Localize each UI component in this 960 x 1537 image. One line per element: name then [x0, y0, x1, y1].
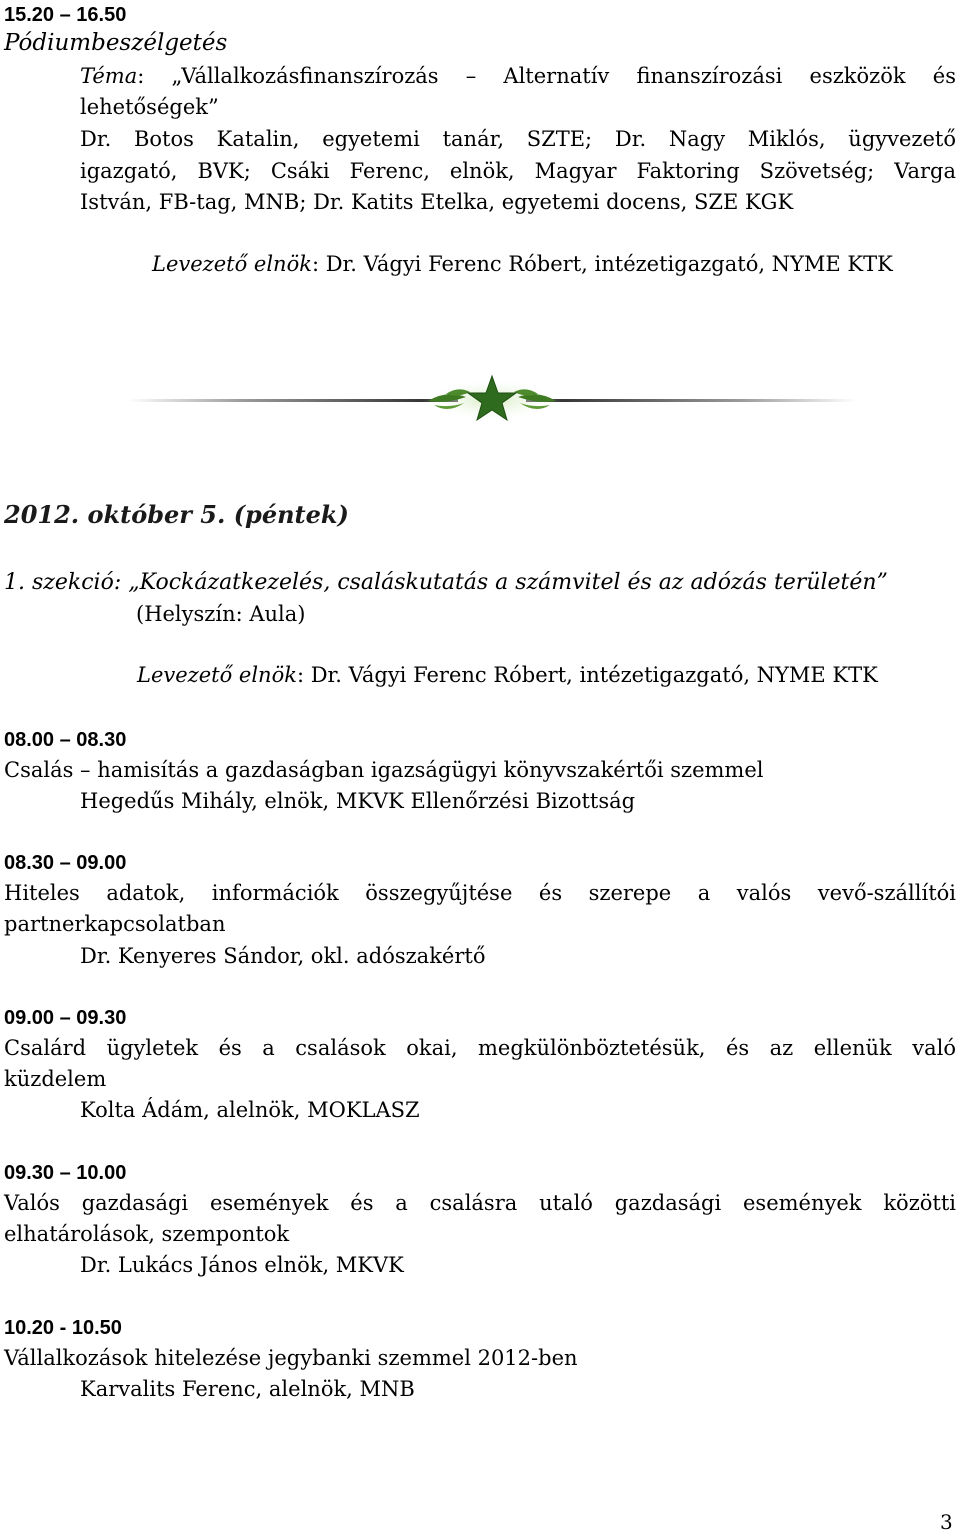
podium-participants-line3: István, FB-tag, MNB; Dr. Katits Etelka, egyetemi docens, SZE KGK [80, 190, 794, 214]
talk-title: Valós gazdasági események és a csalásra utaló gazdasági események közötti [4, 1191, 956, 1215]
talk-time: 10.20 - 10.50 [4, 1317, 122, 1339]
talk-time: 08.00 – 08.30 [4, 729, 127, 751]
talk-title: Vállalkozások hitelezése jegybanki szemmel 2012-ben [4, 1346, 578, 1370]
section-location: (Helyszín: Aula) [136, 602, 306, 626]
talk-title: Csalás – hamisítás a gazdaságban igazságügyi könyvszakértői szemmel [4, 758, 764, 782]
theme-label: Téma [80, 64, 138, 88]
ornamental-divider [128, 370, 856, 426]
podium-title: Pódiumbeszélgetés [4, 30, 228, 56]
section-chair [137, 660, 878, 691]
podium-participants-line1: Dr. Botos Katalin, egyetemi tanár, SZTE; Dr. Nagy Miklós, ügyvezető [80, 127, 956, 151]
star-ornament-icon [128, 370, 856, 426]
talk-speaker: Dr. Lukács János elnök, MKVK [80, 1253, 404, 1277]
talk-speaker: Karvalits Ferenc, alelnök, MNB [80, 1377, 415, 1401]
talk-time: 09.30 – 10.00 [4, 1162, 127, 1184]
podium-chair [152, 249, 893, 280]
talk-title-continued: partnerkapcsolatban [4, 912, 226, 936]
podium-theme-line2: lehetőségek” [80, 95, 219, 119]
chair-label: Levezető elnök [152, 252, 312, 276]
chair-name: : Dr. Vágyi Ferenc Róbert, intézetigazgató, NYME KTK [296, 663, 878, 687]
chair-name: : Dr. Vágyi Ferenc Róbert, intézetigazgató, NYME KTK [311, 252, 893, 276]
talk-time: 08.30 – 09.00 [4, 852, 127, 874]
page-number: 3 [940, 1510, 953, 1534]
talk-title-continued: küzdelem [4, 1067, 107, 1091]
day-date: 2012. október 5. (péntek) [4, 500, 349, 529]
talk-time: 09.00 – 09.30 [4, 1007, 127, 1029]
podium-participants-line2: igazgató, BVK; Csáki Ferenc, elnök, Magyar Faktoring Szövetség; Varga [80, 159, 956, 183]
talk-title: Hiteles adatok, információk összegyűjtése és szerepe a valós vevő-szállítói [4, 881, 956, 905]
podium-time: 15.20 – 16.50 [4, 4, 127, 26]
theme-text: : „Vállalkozásfinanszírozás – Alternatív finanszírozási eszközök és [137, 64, 956, 88]
talk-speaker: Kolta Ádám, alelnök, MOKLASZ [80, 1098, 420, 1122]
talk-speaker: Dr. Kenyeres Sándor, okl. adószakértő [80, 944, 486, 968]
chair-label: Levezető elnök [137, 663, 297, 687]
talk-title-continued: elhatárolások, szempontok [4, 1222, 290, 1246]
talk-title: Csalárd ügyletek és a csalások okai, megkülönböztetésük, és az ellenük való [4, 1036, 956, 1060]
section-title: 1. szekció: „Kockázatkezelés, csaláskutatás a számvitel és az adózás területén” [4, 570, 888, 595]
talk-speaker: Hegedűs Mihály, elnök, MKVK Ellenőrzési Bizottság [80, 789, 636, 813]
podium-theme-line1 [80, 61, 956, 92]
